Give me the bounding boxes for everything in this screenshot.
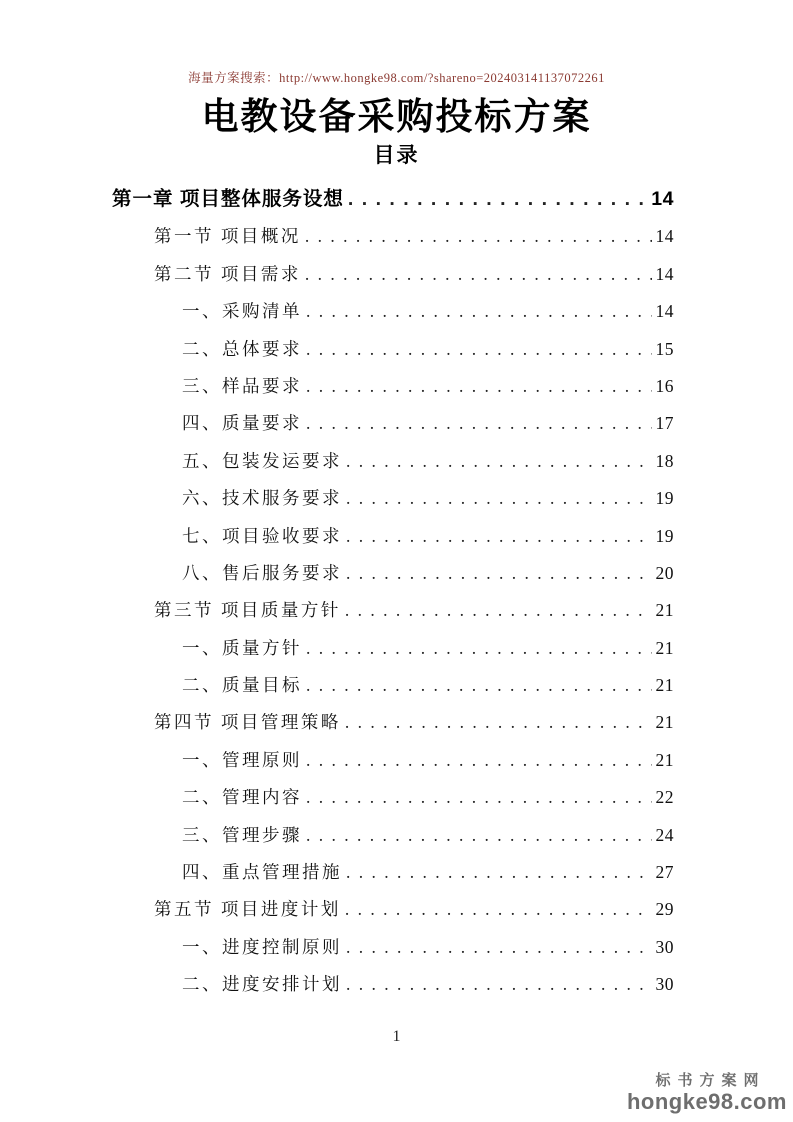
toc-page-number: 19: [655, 525, 674, 546]
toc-entry-label: 一、采购清单: [182, 301, 302, 322]
toc-leader-dots: [306, 405, 652, 442]
toc-leader-dots: [306, 779, 652, 816]
toc-page-number: 18: [655, 450, 674, 471]
toc-entry-label: 二、质量目标: [182, 675, 302, 696]
toc-row: [112, 891, 674, 928]
toc-leader-dots: [306, 368, 652, 405]
toc-row: [112, 817, 674, 854]
page-number: 1: [392, 1028, 401, 1045]
toc-leader-dots: [346, 854, 652, 891]
toc-row: [112, 742, 674, 779]
toc-page-number: 24: [655, 824, 674, 845]
toc-leader-dots: [346, 929, 652, 966]
toc-page-number: 19: [655, 488, 674, 509]
toc-page-number: 14: [655, 263, 674, 284]
toc-row: [112, 667, 674, 704]
toc-page-number: 30: [655, 936, 674, 957]
toc-leader-dots: [345, 891, 652, 928]
toc-entry-label: 一、质量方针: [182, 637, 302, 658]
toc-entry-label: 二、进度安排计划: [182, 974, 342, 995]
toc-entry-label: 第二节 项目需求: [154, 263, 301, 284]
toc-row: [112, 256, 674, 293]
toc-row: [112, 293, 674, 330]
toc-leader-dots: [305, 218, 652, 255]
toc-entry-label: 二、管理内容: [182, 787, 302, 808]
toc-row: [112, 555, 674, 592]
toc-row: [112, 966, 674, 1003]
toc-leader-dots: [346, 966, 652, 1003]
watermark-site-url: hongke98.com: [626, 1088, 787, 1114]
toc-leader-dots: [306, 742, 652, 779]
toc-entry-label: 三、样品要求: [182, 375, 302, 396]
toc-entry-label: 四、重点管理措施: [182, 862, 342, 883]
toc-page-number: 22: [655, 787, 674, 808]
toc-entry-label: 第四节 项目管理策略: [154, 712, 341, 733]
toc-entry-label: 第一章 项目整体服务设想: [112, 188, 344, 210]
toc-entry-label: 七、项目验收要求: [182, 525, 342, 546]
toc-entry-label: 八、售后服务要求: [182, 562, 342, 583]
toc-entry-label: 六、技术服务要求: [182, 488, 342, 509]
toc-leader-dots: [306, 293, 652, 330]
toc-row: [112, 518, 674, 555]
toc-page-number: 21: [655, 637, 674, 658]
toc-entry-label: 一、管理原则: [182, 749, 302, 770]
toc-row: [112, 218, 674, 255]
toc-entry-label: 三、管理步骤: [182, 824, 302, 845]
source-link-line: 海量方案搜索：http://www.hongke98.com/?shareno=202403141137072261: [188, 71, 605, 85]
toc-row: [112, 331, 674, 368]
toc-list: [112, 181, 674, 1004]
toc-page-number: 21: [655, 600, 674, 621]
toc-leader-dots: [346, 443, 652, 480]
toc-row: [112, 405, 674, 442]
toc-leader-dots: [305, 256, 652, 293]
toc-leader-dots: [346, 555, 652, 592]
watermark-site-name: 标书方案网: [655, 1072, 766, 1090]
toc-leader-dots: [348, 181, 647, 218]
toc-entry-label: 一、进度控制原则: [182, 936, 342, 957]
toc-page-number: 21: [655, 749, 674, 770]
toc-leader-dots: [345, 704, 652, 741]
toc-page-number: 16: [655, 375, 674, 396]
document-title: 电教设备采购投标方案: [201, 96, 592, 137]
toc-leader-dots: [346, 518, 652, 555]
toc-entry-label: 二、总体要求: [182, 338, 302, 359]
toc-leader-dots: [345, 592, 652, 629]
toc-page-number: 14: [651, 188, 674, 210]
toc-page-number: 30: [655, 974, 674, 995]
toc-entry-label: 第三节 项目质量方针: [154, 600, 341, 621]
toc-row: [112, 854, 674, 891]
toc-page-number: 29: [655, 899, 674, 920]
toc-page-number: 17: [655, 413, 674, 434]
toc-page-number: 21: [655, 675, 674, 696]
toc-page-number: 15: [655, 338, 674, 359]
toc-row: [112, 368, 674, 405]
toc-leader-dots: [306, 331, 652, 368]
toc-entry-label: 第一节 项目概况: [154, 226, 301, 247]
toc-row: [112, 779, 674, 816]
toc-row: [112, 480, 674, 517]
toc-leader-dots: [306, 817, 652, 854]
toc-leader-dots: [306, 630, 652, 667]
toc-page-number: 20: [655, 562, 674, 583]
toc-row: [112, 929, 674, 966]
toc-page-number: 27: [655, 862, 674, 883]
toc-entry-label: 四、质量要求: [182, 413, 302, 434]
toc-page-number: 14: [655, 226, 674, 247]
toc-row: [112, 592, 674, 629]
toc-leader-dots: [306, 667, 652, 704]
toc-row: [112, 704, 674, 741]
toc-leader-dots: [346, 480, 652, 517]
toc-entry-label: 五、包装发运要求: [182, 450, 342, 471]
toc-entry-label: 第五节 项目进度计划: [154, 899, 341, 920]
toc-row: [112, 630, 674, 667]
toc-heading: 目录: [373, 143, 420, 167]
toc-page-number: 14: [655, 301, 674, 322]
watermark: [627, 1073, 787, 1114]
toc-row: [112, 181, 674, 218]
toc-page-number: 21: [655, 712, 674, 733]
toc-row: [112, 443, 674, 480]
